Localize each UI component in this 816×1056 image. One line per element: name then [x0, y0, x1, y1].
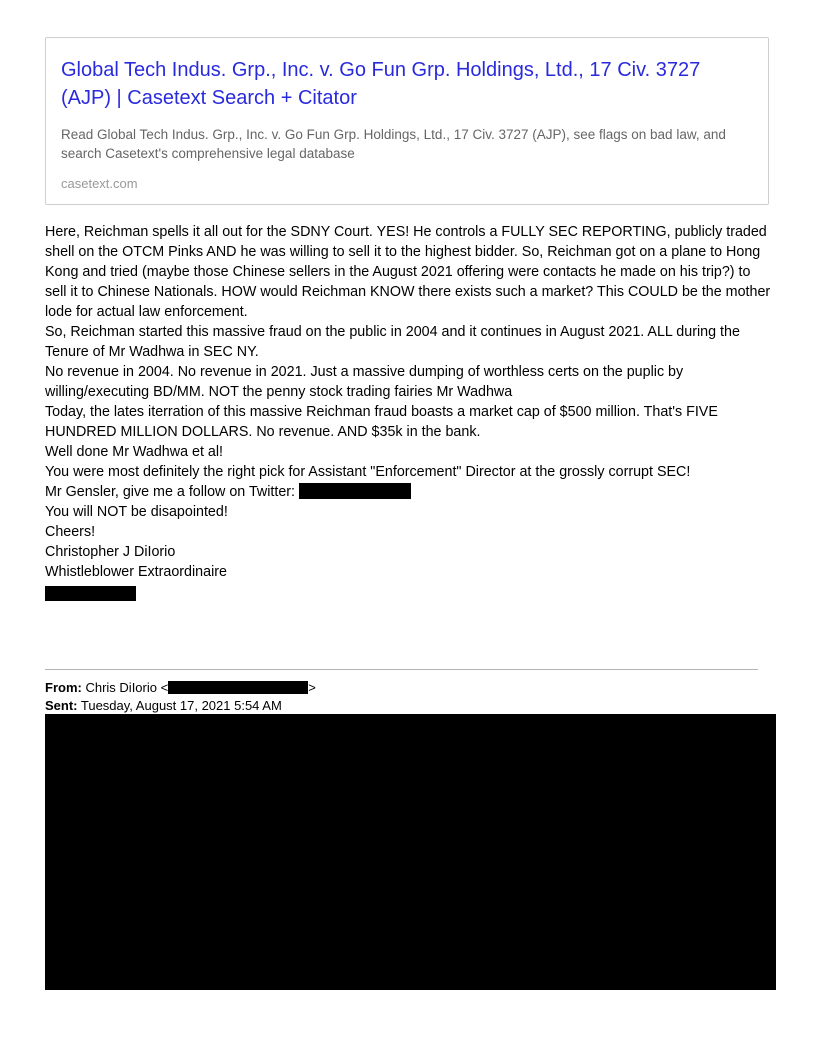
- body-paragraph: No revenue in 2004. No revenue in 2021. Just a massive dumping of worthless certs on the puplic by willing/executing BD/MM. NOT the penny stock trading fairies Mr Wadhwa: [45, 364, 684, 400]
- link-preview-card[interactable]: [45, 37, 769, 205]
- body-paragraph: So, Reichman started this massive fraud on the public in 2004 and it continues in August 2021. ALL during the Tenure of Mr Wadhwa in SEC NY.: [45, 324, 740, 360]
- email-body: [45, 222, 775, 601]
- redaction-from-email: [168, 681, 308, 694]
- from-close: >: [308, 680, 316, 695]
- redaction-twitter-handle: [299, 483, 411, 499]
- from-name: Chris DiIorio <: [85, 680, 169, 695]
- link-preview-title[interactable]: Global Tech Indus. Grp., Inc. v. Go Fun Grp. Holdings, Ltd., 17 Civ. 3727 (AJP) | Casetext Search + Citator: [61, 59, 701, 109]
- link-preview-description: Read Global Tech Indus. Grp., Inc. v. Go Fun Grp. Holdings, Ltd., 17 Civ. 3727 (AJP), see flags on bad law, and search Casetext's comprehensive legal database: [61, 127, 726, 161]
- body-paragraph-twitter: [45, 482, 775, 502]
- email-divider: [45, 669, 758, 670]
- signature-name: Christopher J DiIorio: [45, 544, 176, 560]
- sent-line: [45, 697, 316, 715]
- redaction-block: [45, 714, 776, 990]
- sent-label: Sent:: [45, 698, 78, 713]
- signature-title: Whistleblower Extraordinaire: [45, 564, 227, 580]
- link-preview-domain: casetext.com: [61, 176, 138, 191]
- body-paragraph: Cheers!: [45, 524, 96, 540]
- twitter-line-text: Mr Gensler, give me a follow on Twitter:: [45, 484, 296, 500]
- forwarded-header: [45, 679, 316, 715]
- redaction-signature-contact: [45, 586, 136, 601]
- body-paragraph: Well done Mr Wadhwa et al!: [45, 444, 223, 460]
- body-paragraph: Today, the lates iterration of this massive Reichman fraud boasts a market cap of $500 million. That's FIVE HUNDRED MILLION DOLLARS. No revenue. AND $35k in the bank.: [45, 404, 718, 440]
- body-paragraph: You were most definitely the right pick for Assistant "Enforcement" Director at the grossly corrupt SEC!: [45, 464, 691, 480]
- from-line: [45, 679, 316, 697]
- body-paragraph: Here, Reichman spells it all out for the SDNY Court. YES! He controls a FULLY SEC REPORTING, publicly traded shell on the OTCM Pinks AND he was willing to sell it to the highest bidder. So, Reichman got on a plane to Hong Kong and tried (maybe those Chinese sellers in the August 2021 offering were contacts he made on his trip?) to sell it to Chinese Nationals. HOW would Reichman KNOW there exists such a market? This COULD be the mother lode for actual law enforcement.: [45, 224, 771, 320]
- body-paragraph: You will NOT be disapointed!: [45, 504, 228, 520]
- sent-value: Tuesday, August 17, 2021 5:54 AM: [80, 698, 282, 713]
- from-label: From:: [45, 680, 82, 695]
